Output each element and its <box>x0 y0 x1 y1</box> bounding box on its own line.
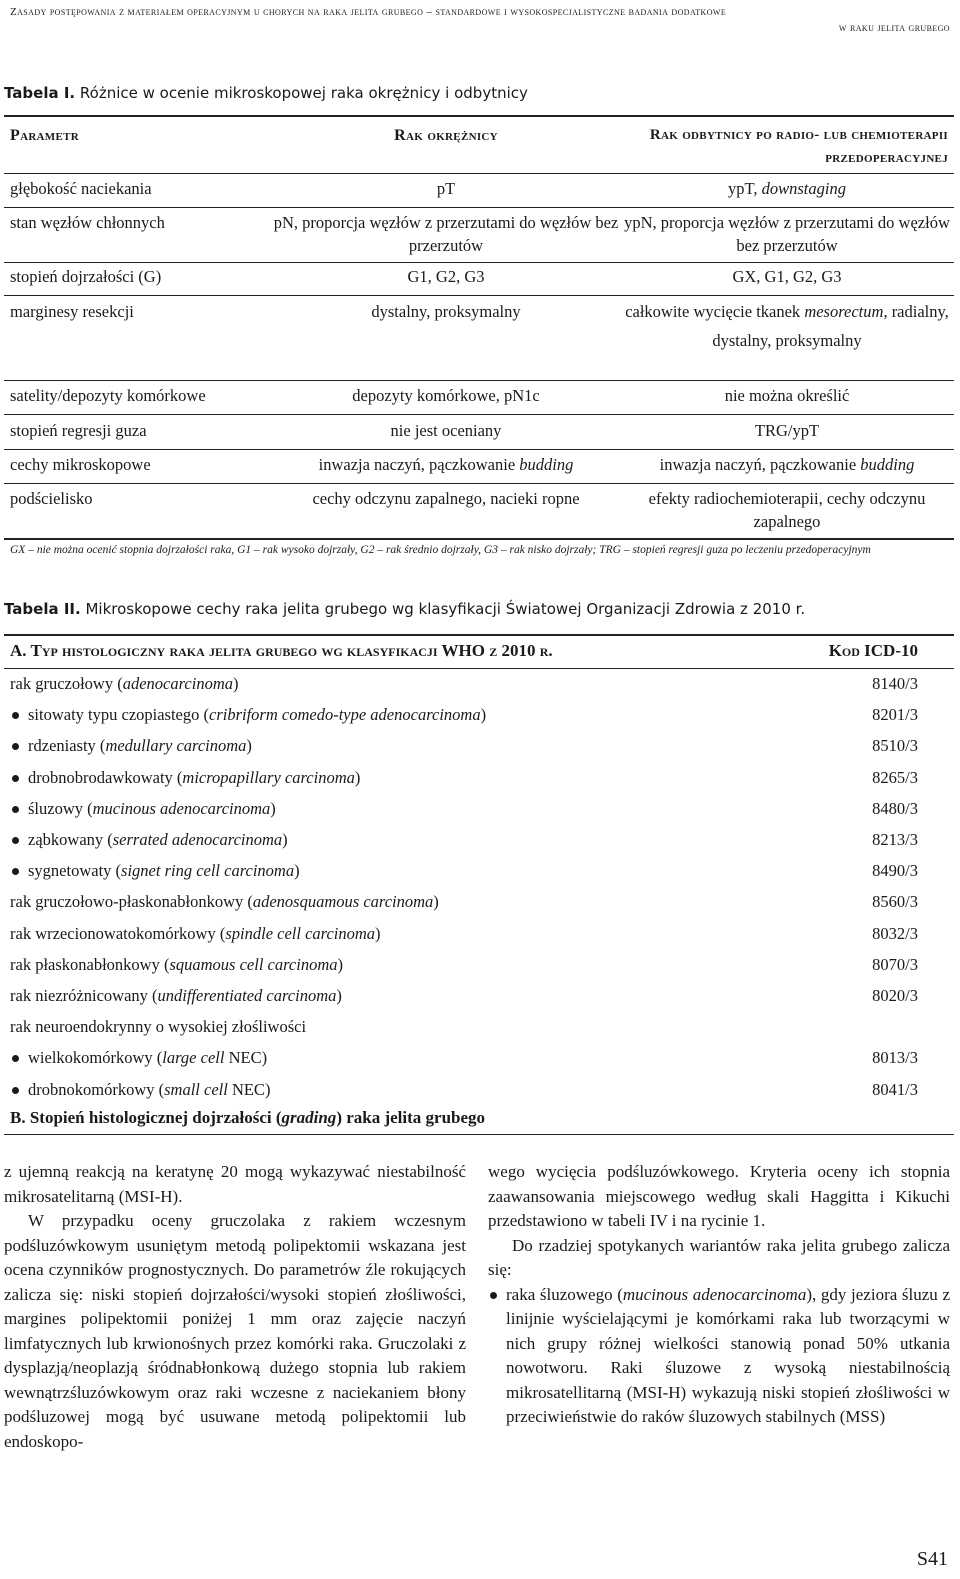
table-row <box>10 703 918 734</box>
running-header <box>10 4 950 36</box>
table2-caption <box>4 600 805 618</box>
table2-header <box>10 641 918 661</box>
icd-code: 8490/3 <box>872 861 918 881</box>
icd-code: 8013/3 <box>872 1048 918 1068</box>
table-row <box>10 922 918 953</box>
icd-code: 8041/3 <box>872 1079 918 1099</box>
bullet-icon <box>12 743 19 750</box>
table-row <box>10 984 918 1015</box>
icd-code: 8032/3 <box>872 923 918 943</box>
table1-rectum: ypN, proporcja węzłów z przerzutami do węzłów bez przerzutów <box>624 213 950 255</box>
row-rule <box>4 380 954 381</box>
page-number: S41 <box>916 1548 948 1570</box>
bullet-icon <box>12 837 19 844</box>
table1-rectum: GX, G1, G2, G3 <box>732 267 842 286</box>
table-row <box>10 890 918 921</box>
histotype-name: drobnobrodawkowaty (micropapillary carcinoma) <box>28 767 361 787</box>
row-rule <box>4 483 954 484</box>
bullet-icon <box>12 868 19 875</box>
table-row <box>10 1015 918 1046</box>
histotype-name: rak gruczołowy (adenocarcinoma) <box>10 674 239 693</box>
table1-footnote: GX – nie można ocenić stopnia dojrzałości raka, G1 – rak wysoko dojrzały, G2 – rak średnio dojrzały, G3 – rak nisko dojrzały; TRG – stopień regresji guza po leczeniu przedoperacyjnym <box>10 544 871 556</box>
table1-param: głębokość naciekania <box>10 179 152 198</box>
row-rule <box>4 295 954 296</box>
icd-code: 8140/3 <box>872 674 918 693</box>
table2-header-left: A. Typ histologiczny raka jelita grubego wg klasyfikacji WHO z 2010 r. <box>10 641 553 660</box>
table-row <box>10 859 918 890</box>
table1-header-rule <box>4 173 954 174</box>
running-header-line2: w raku jelita grubego <box>838 22 950 34</box>
icd-code: 8510/3 <box>872 736 918 756</box>
table-row <box>10 766 918 797</box>
icd-code: 8213/3 <box>872 830 918 849</box>
table1-rectum: TRG/ypT <box>754 421 820 440</box>
table-row <box>10 734 918 765</box>
body-paragraph: Do rzadziej spotykanych wariantów raka jelita grubego zalicza się: <box>488 1235 950 1279</box>
table1-top-rule <box>4 115 954 117</box>
table1-colon: nie jest oceniany <box>390 421 502 440</box>
icd-code: 8201/3 <box>872 705 918 725</box>
table2-section-b: B. Stopień histologicznej dojrzałości (grading) raka jelita grubego <box>10 1108 486 1127</box>
table1-colon: cechy odczynu zapalnego, nacieki ropne <box>312 489 580 508</box>
table1-param: satelity/depozyty komórkowe <box>10 386 206 405</box>
table1-header-param: Parametr <box>10 127 80 144</box>
running-header-line1: Zasady postępowania z materiałem operacyjnym u chorych na raka jelita grubego – standardowe i wysokospecjalistyczne badania dodatkowe <box>10 6 727 18</box>
histotype-name: rak płaskonabłonkowy (squamous cell carcinoma) <box>10 954 343 974</box>
table1-param: stopień regresji guza <box>10 421 147 440</box>
table2-header-right: Kod ICD-10 <box>828 641 918 660</box>
histotype-name: sygnetowaty (signet ring cell carcinoma) <box>28 861 300 881</box>
table1-rectum: ypT, downstaging <box>728 179 846 198</box>
body-paragraph: z ujemną reakcją na keratynę 20 mogą wykazywać niestabilność mikrosatelitarną (MSI-H). <box>4 1162 466 1206</box>
histotype-name: rak neuroendokrynny o wysokiej złośliwości <box>10 1017 307 1037</box>
table1-colon: pN, proporcja węzłów z przerzutami do węzłów bez przerzutów <box>273 213 619 255</box>
table2-top-rule <box>4 634 954 636</box>
table1-param: marginesy resekcji <box>10 302 134 321</box>
table1-param: podścielisko <box>10 489 93 508</box>
table1-colon: inwazja naczyń, pączkowanie budding <box>318 455 574 474</box>
bullet-icon <box>12 806 19 813</box>
histotype-name: rak wrzecionowatokomórkowy (spindle cell carcinoma) <box>10 923 381 943</box>
table-row <box>10 797 918 828</box>
histotype-name: rak niezróżnicowany (undifferentiated carcinoma) <box>10 986 342 1005</box>
table-row <box>10 672 918 703</box>
bullet-icon <box>12 1087 19 1094</box>
table1-colon: dystalny, proksymalny <box>371 302 521 321</box>
body-bullet-item: raka śluzowego (mucinous adenocarcinoma), gdy jeziora śluzu z linijnie wyścielającymi je komórkami raka lub tworzącymi w nich grupy różnej wielkości stanowią ponad 50% utkania nowotworu. Raki śluzowe z wysoką niestabilnością mikrosatellitarną (MSI-H) wykazują niski stopień złośliwości w przeciwieństwie do raków śluzowych stabilnych (MSS) <box>488 1283 950 1430</box>
row-rule <box>4 262 954 263</box>
table-row <box>10 953 918 984</box>
body-left-column <box>4 1160 466 1454</box>
table1-label: Tabela I. <box>4 84 76 102</box>
table1-bottom-rule <box>4 538 954 540</box>
histotype-name: śluzowy (mucinous adenocarcinoma) <box>28 798 276 818</box>
row-rule <box>4 414 954 415</box>
table-row <box>10 828 918 859</box>
table1-header-colon: Rak okrężnicy <box>394 127 498 144</box>
icd-code: 8265/3 <box>872 767 918 787</box>
table-row <box>10 1078 918 1109</box>
table1-param: cechy mikroskopowe <box>10 455 151 474</box>
histotype-name: ząbkowany (serrated adenocarcinoma) <box>28 830 288 849</box>
body-paragraph: wego wycięcia podśluzówkowego. Kryteria oceny ich stopnia zaawansowania miejscowego według skali Haggitta i Kikuchi przedstawiono w tabeli IV i na rycinie 1. <box>488 1162 950 1230</box>
table1-colon: pT <box>436 179 456 198</box>
table2-bottom-rule <box>4 1134 954 1135</box>
bullet-icon <box>490 1292 497 1299</box>
histotype-name: rak gruczołowo-płaskonabłonkowy (adenosquamous carcinoma) <box>10 892 439 912</box>
histotype-name: sitowaty typu czopiastego (cribriform comedo-type adenocarcinoma) <box>28 705 487 725</box>
table1-rectum: efekty radiochemioterapii, cechy odczynu zapalnego <box>648 489 926 531</box>
table1-caption <box>4 84 528 102</box>
table1-title: Różnice w ocenie mikroskopowej raka okrężnicy i odbytnicy <box>79 84 528 102</box>
bullet-icon <box>12 712 19 719</box>
row-rule <box>4 207 954 208</box>
table1-rectum: inwazja naczyń, pączkowanie budding <box>659 455 915 474</box>
table2-title: Mikroskopowe cechy raka jelita grubego wg klasyfikacji Światowej Organizacji Zdrowia z 2010 r. <box>85 600 806 618</box>
table1-colon: depozyty komórkowe, pN1c <box>352 386 540 405</box>
icd-code: 8020/3 <box>872 986 918 1005</box>
histotype-name: drobnokomórkowy (small cell NEC) <box>28 1079 271 1099</box>
table1-colon: G1, G2, G3 <box>407 267 485 286</box>
histotype-name: wielkokomórkowy (large cell NEC) <box>28 1048 268 1068</box>
bullet-icon <box>12 1055 19 1062</box>
row-rule <box>4 449 954 450</box>
bullet-icon <box>12 775 19 782</box>
table2-label: Tabela II. <box>4 600 81 618</box>
icd-code: 8560/3 <box>872 892 918 912</box>
icd-code: 8480/3 <box>872 798 918 818</box>
table2-header-rule <box>4 668 954 669</box>
histotype-name: rdzeniasty (medullary carcinoma) <box>28 736 252 756</box>
icd-code: 8070/3 <box>872 954 918 974</box>
body-paragraph: W przypadku oceny gruczolaka z rakiem wczesnym podśluzówkowym usuniętym metodą polipektomii wskazana jest ocena czynników prognostycznych. Do parametrów źle rokujących zalicza się: niski stopień dojrzałości/wysoki stopień złośliwości, margines polipektomii poniżej 1 mm oraz zajęcie naczyń limfatycznych lub krwionośnych przez komórki raka. Gruczolaki z dysplazją/neoplazją śródnabłonkową dużego stopnia lub rakiem wewnątrzśluzówkowym oraz raki wczesne z naciekaniem błony podśluzowej mogą być usuwane metodą polipektomii lub endoskopo- <box>4 1211 466 1451</box>
body-right-column <box>488 1160 950 1430</box>
table1-rectum: nie można określić <box>724 386 850 405</box>
table-row <box>10 1046 918 1077</box>
table1-rectum: całkowite wycięcie tkanek mesorectum, radialny, dystalny, proksymalny <box>625 302 949 350</box>
table1-param: stan węzłów chłonnych <box>10 213 165 232</box>
table1-param: stopień dojrzałości (G) <box>10 267 162 286</box>
table1-header-rectum: Rak odbytnicy po radio- lub chemioterapii przedoperacyjnej <box>649 127 948 166</box>
